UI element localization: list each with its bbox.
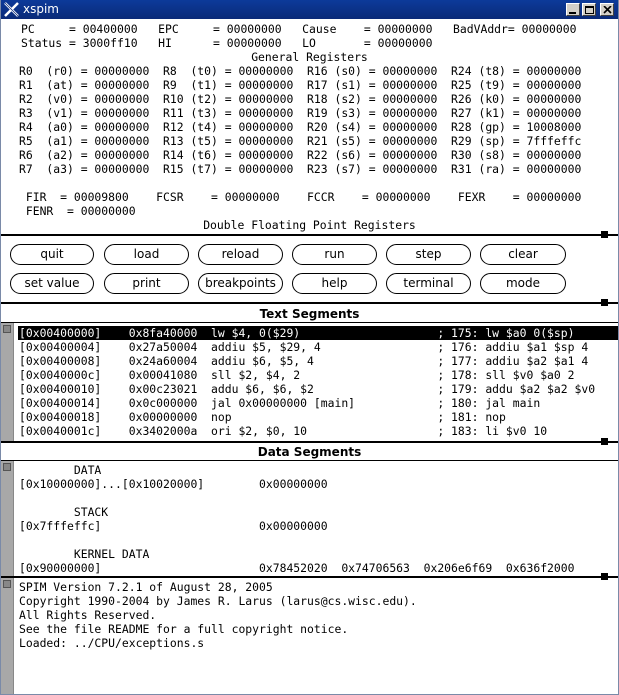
message-line: SPIM Version 7.2.1 of August 28, 2005	[19, 580, 273, 594]
quit-button[interactable]: quit	[10, 244, 94, 265]
step-button[interactable]: step	[386, 244, 471, 265]
data-segments-pane	[1, 461, 618, 576]
close-icon	[603, 6, 612, 14]
pane-resize-grip[interactable]	[601, 299, 608, 306]
pane-divider[interactable]	[1, 234, 618, 236]
general-register-row: R3 (v1) = 00000000 R11 (t3) = 00000000 R19 (s3) = 00000000 R27 (k1) = 00000000	[19, 106, 582, 120]
minimize-button[interactable]	[566, 3, 580, 16]
text-segment-line[interactable]: [0x00400018] 0x00000000 nop ; 181: nop	[19, 410, 506, 424]
scrollbar-thumb[interactable]	[3, 463, 11, 471]
message-line: All Rights Reserved.	[19, 608, 157, 622]
special-registers-line: PC = 00400000 EPC = 00000000 Cause = 00000000 BadVAddr= 00000000	[21, 22, 577, 36]
scrollbar-thumb[interactable]	[3, 325, 11, 333]
text-segments-pane	[1, 323, 618, 441]
text-segment-line[interactable]: [0x0040000c] 0x00041080 sll $2, $4, 2 ; 178: sll $v0 $a0 2	[19, 368, 575, 382]
messages-pane	[1, 578, 618, 694]
general-register-row: R1 (at) = 00000000 R9 (t1) = 00000000 R17 (s1) = 00000000 R25 (t9) = 00000000	[19, 78, 582, 92]
messages-scrollbar[interactable]	[1, 578, 14, 694]
print-button[interactable]: print	[104, 273, 189, 294]
x-logo-icon	[4, 2, 19, 17]
data-segment-line: STACK	[19, 505, 109, 519]
fp-register-row: FENR = 00000000	[19, 204, 136, 218]
data-segment-line: [0x90000000] 0x78452020 0x74706563 0x206e6f69 0x636f2000	[19, 561, 575, 575]
run-button[interactable]: run	[292, 244, 377, 265]
text-segment-line[interactable]: [0x00400004] 0x27a50004 addiu $5, $29, 4 ; 176: addiu $a1 $sp 4	[19, 340, 589, 354]
clear-button[interactable]: clear	[480, 244, 566, 265]
data-segment-line: DATA	[19, 463, 102, 477]
message-line: Loaded: ../CPU/exceptions.s	[19, 636, 205, 650]
general-register-row: R0 (r0) = 00000000 R8 (t0) = 00000000 R16 (s0) = 00000000 R24 (t8) = 00000000	[19, 64, 582, 78]
message-line: See the file README for a full copyright notice.	[19, 622, 349, 636]
general-register-row: R4 (a0) = 00000000 R12 (t4) = 00000000 R20 (s4) = 00000000 R28 (gp) = 10008000	[19, 120, 582, 134]
general-register-row: R6 (a2) = 00000000 R14 (t6) = 00000000 R22 (s6) = 00000000 R30 (s8) = 00000000	[19, 148, 582, 162]
text-segment-line[interactable]: [0x00400000] 0x8fa40000 lw $4, 0($29) ; 175: lw $a0 0($sp)	[19, 326, 575, 340]
close-button[interactable]	[600, 3, 614, 16]
mode-button[interactable]: mode	[480, 273, 566, 294]
data-segments-title: Data Segments	[257, 445, 362, 459]
special-registers-line: Status = 3000ff10 HI = 00000000 LO = 00000000	[21, 36, 433, 50]
text-segments-title: Text Segments	[259, 307, 360, 321]
load-button[interactable]: load	[104, 244, 189, 265]
maximize-button[interactable]	[582, 3, 596, 16]
general-register-row: R5 (a1) = 00000000 R13 (t5) = 00000000 R21 (s5) = 00000000 R29 (sp) = 7fffeffc	[19, 134, 582, 148]
data-segment-line: [0x10000000]...[0x10020000] 0x00000000	[19, 477, 328, 491]
text-segment-line[interactable]: [0x00400008] 0x24a60004 addiu $6, $5, 4 ; 177: addiu $a2 $a1 4	[19, 354, 589, 368]
message-line: Copyright 1990-2004 by James R. Larus (larus@cs.wisc.edu).	[19, 594, 417, 608]
breakpoints-button[interactable]: breakpoints	[198, 273, 283, 294]
title-bar[interactable]	[1, 0, 618, 19]
pane-divider[interactable]	[1, 441, 618, 443]
registers-pane	[1, 21, 618, 233]
general-register-row: R7 (a3) = 00000000 R15 (t7) = 00000000 R23 (s7) = 00000000 R31 (ra) = 00000000	[19, 162, 582, 176]
double-fp-registers-title: Double Floating Point Registers	[203, 218, 416, 232]
fp-register-row: FIR = 00009800 FCSR = 00000000 FCCR = 00000000 FEXR = 00000000	[19, 190, 582, 204]
minimize-icon	[569, 6, 577, 14]
general-registers-title: General Registers	[251, 50, 368, 64]
data-segment-line: KERNEL DATA	[19, 547, 150, 561]
reload-button[interactable]: reload	[198, 244, 283, 265]
help-button[interactable]: help	[292, 273, 377, 294]
pane-resize-grip[interactable]	[601, 231, 608, 238]
pane-divider[interactable]	[1, 302, 618, 304]
text-segment-line[interactable]: [0x0040001c] 0x3402000a ori $2, $0, 10 ; 183: li $v0 10	[19, 424, 548, 438]
data-segment-line: [0x7fffeffc] 0x00000000	[19, 519, 328, 533]
general-register-row: R2 (v0) = 00000000 R10 (t2) = 00000000 R18 (s2) = 00000000 R26 (k0) = 00000000	[19, 92, 582, 106]
text-segment-line[interactable]: [0x00400014] 0x0c000000 jal 0x00000000 [main] ; 180: jal main	[19, 396, 541, 410]
text-segments-scrollbar[interactable]	[1, 323, 14, 441]
terminal-button[interactable]: terminal	[386, 273, 471, 294]
set-value-button[interactable]: set value	[10, 273, 94, 294]
text-segment-line[interactable]: [0x00400010] 0x00c23021 addu $6, $6, $2 ; 179: addu $a2 $a2 $v0	[19, 382, 596, 396]
maximize-icon	[585, 6, 594, 14]
data-segments-scrollbar[interactable]	[1, 461, 14, 576]
scrollbar-thumb[interactable]	[3, 580, 11, 588]
window-title: xspim	[23, 2, 59, 16]
